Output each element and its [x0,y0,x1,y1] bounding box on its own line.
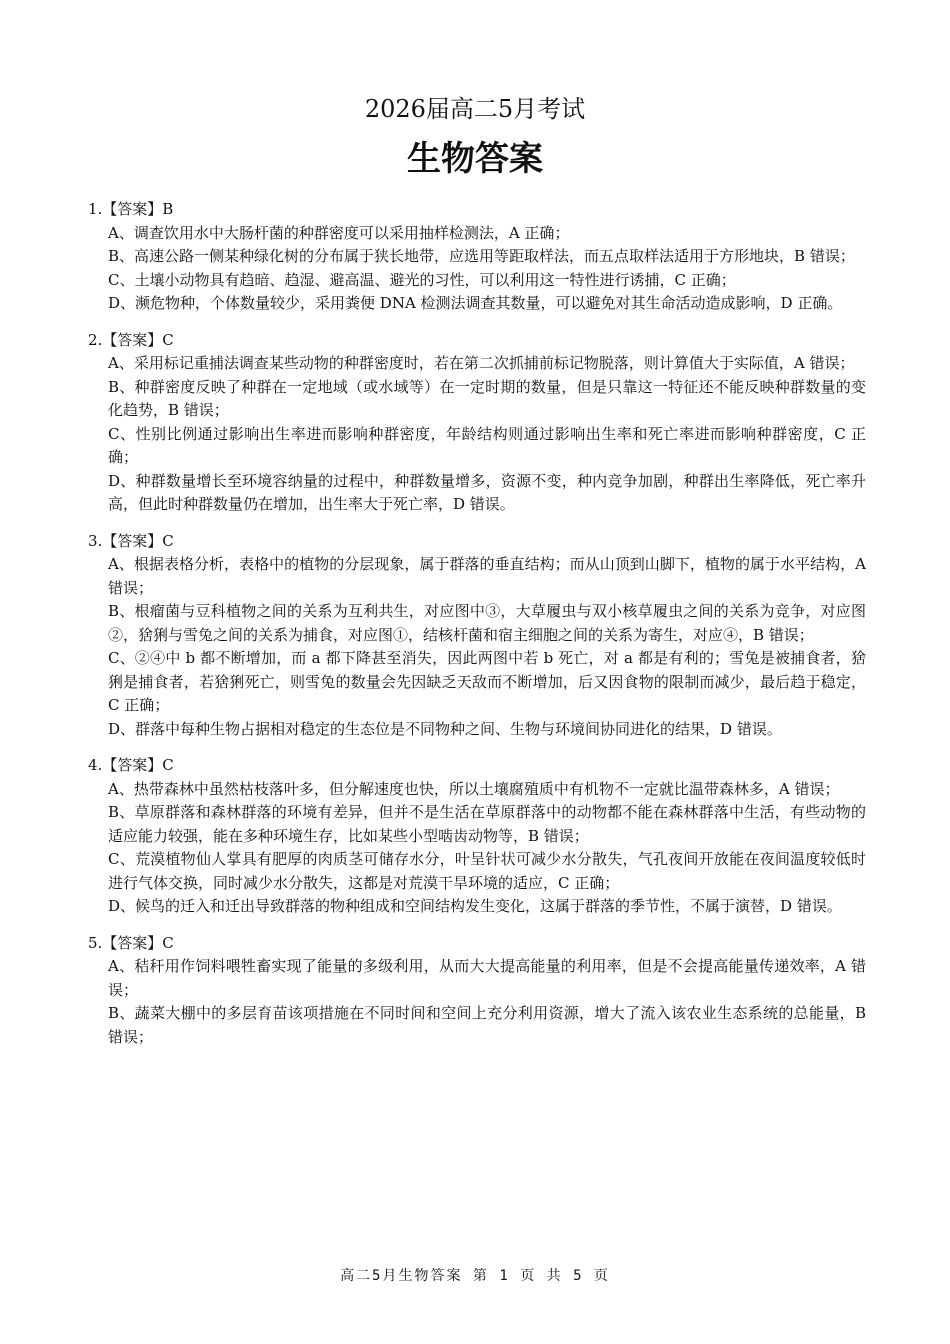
question-4 [88,754,866,919]
option-explanation: A、根据表格分析，表格中的植物的分层现象，属于群落的垂直结构；而从山顶到山脚下，植物的属于水平结构，A 错误； [108,555,866,597]
option-explanation: C、荒漠植物仙人掌具有肥厚的肉质茎可储存水分，叶呈针状可减少水分散失，气孔夜间开放能在夜间温度较低时进行气体交换，同时减少水分散失，这都是对荒漠干旱环境的适应，C 正确； [108,850,866,892]
question-1 [88,198,866,316]
option-explanation: B、根瘤菌与豆科植物之间的关系为互利共生，对应图中③，大草履虫与双小核草履虫之间的关系为竞争，对应图②，猞猁与雪兔之间的关系为捕食，对应图①，结核杆菌和宿主细胞之间的关系为寄生，对应④，B 错误； [108,602,866,644]
option-explanation: B、种群密度反映了种群在一定地域（或水域等）在一定时期的数量，但是只靠这一特征还不能反映种群数量的变化趋势，B 错误； [108,377,866,419]
option-explanation: B、蔬菜大棚中的多层育苗该项措施在不同时间和空间上充分利用资源，增大了流入该农业生态系统的总能量，B 错误； [108,1004,866,1046]
question-answer-head: 4.【答案】C [88,756,174,774]
question-answer-head: 3.【答案】C [88,531,174,550]
question-2 [88,329,866,517]
question-answer-head: 2.【答案】C [88,330,174,349]
option-explanation: A、热带森林中虽然枯枝落叶多，但分解速度也快，所以土壤腐殖质中有机物不一定就比温带森林多，A 错误； [108,779,840,798]
option-explanation: A、调查饮用水中大肠杆菌的种群密度可以采用抽样检测法，A 正确； [108,223,570,242]
question-answer-head: 5.【答案】C [88,933,174,952]
question-3 [88,530,866,742]
option-explanation: A、秸秆用作饲料喂牲畜实现了能量的多级利用，从而大大提高能量的利用率，但是不会提高能量传递效率，A 错误； [108,957,866,999]
option-explanation: D、种群数量增长至环境容纳量的过程中，种群数量增多，资源不变，种内竞争加剧，种群出生率降低，死亡率升高，但此时种群数量仍在增加，出生率大于死亡率，D 错误。 [108,471,866,513]
option-explanation: D、群落中每种生物占据相对稳定的生态位是不同物种之间、生物与环境间协同进化的结果，D 错误。 [108,719,782,738]
option-explanation: B、草原群落和森林群落的环境有差异，但并不是生活在草原群落中的动物都不能在森林群落中生活，有些动物的适应能力较强，能在多种环境生存，比如某些小型啮齿动物等，B 错误； [108,803,866,845]
question-5 [88,932,866,1050]
page-footer: 高二5月生物答案 第 1 页 共 5 页 [340,1268,610,1284]
option-explanation: B、高速公路一侧某种绿化树的分布属于狭长地带，应选用等距取样法，而五点取样法适用于方形地块，B 错误； [108,247,855,265]
exam-title: 2026届高二5月考试 [364,95,586,123]
option-explanation: D、濒危物种，个体数量较少，采用粪便 DNA 检测法调查其数量，可以避免对其生命活动造成影响，D 正确。 [108,294,843,312]
option-explanation: A、采用标记重捕法调查某些动物的种群密度时，若在第二次抓捕前标记物脱落，则计算值大于实际值，A 错误； [108,354,855,372]
option-explanation: C、性别比例通过影响出生率进而影响种群密度，年龄结构则通过影响出生率和死亡率进而影响种群密度，C 正确； [108,424,866,466]
answer-list [88,198,866,1062]
question-answer-head: 1.【答案】B [88,200,174,218]
subject-title: 生物答案 [407,139,543,179]
option-explanation: C、②④中 b 都不断增加，而 a 都下降甚至消失，因此两图中若 b 死亡，对 a 都是有利的；雪兔是被捕食者，猞猁是捕食者，若猞猁死亡，则雪兔的数量会先因缺乏天敌而不断增加，后又因食物的限制而减少，最后趋于稳定，C 正确； [108,649,866,714]
option-explanation: D、候鸟的迁入和迁出导致群落的物种组成和空间结构发生变化，这属于群落的季节性，不属于演替，D 错误。 [108,897,842,915]
option-explanation: C、土壤小动物具有趋暗、趋湿、避高温、避光的习性，可以利用这一特性进行诱捕，C 正确； [108,270,736,289]
